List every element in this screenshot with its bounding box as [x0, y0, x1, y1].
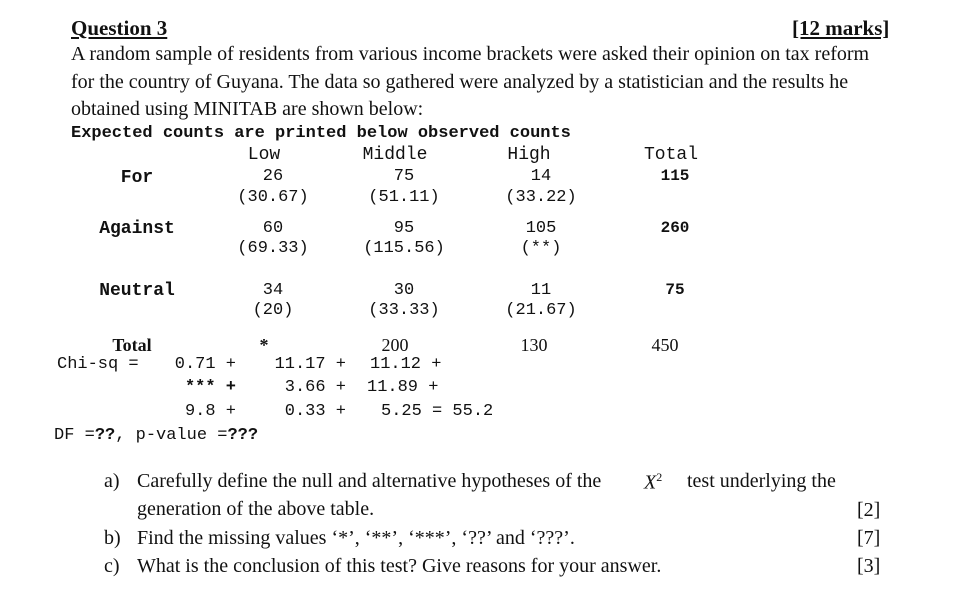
part-c-letter: c): [104, 555, 120, 577]
intro-line-2: for the country of Guyana. The data so gathered were analyzed by a statistician and the results he: [71, 70, 849, 93]
chisq-total: 5.25 = 55.2: [381, 402, 494, 421]
cell-for-low-observed: 26: [262, 167, 284, 186]
row-label-against: Against: [99, 219, 175, 239]
chisq-cell: 0.71 +: [174, 355, 236, 374]
row-label-neutral: Neutral: [99, 281, 175, 301]
total-row-high: 130: [520, 335, 548, 355]
total-row-low: *: [259, 335, 269, 355]
cell-against-middle-observed: 95: [393, 219, 415, 238]
total-row-middle: 200: [381, 335, 409, 355]
cell-against-total: 260: [660, 219, 690, 237]
part-c-text: What is the conclusion of this test? Give reasons for your answer.: [137, 555, 662, 577]
intro-line-1: A random sample of residents from various income brackets were asked their opinion on tax reform: [71, 43, 870, 65]
cell-neutral-total: 75: [665, 281, 685, 299]
cell-against-low-expected: (69.33): [237, 239, 309, 258]
cell-for-middle-observed: 75: [393, 167, 415, 186]
question-title: Question 3: [71, 16, 168, 40]
total-row-label: Total: [112, 335, 152, 355]
cell-against-middle-expected: (115.56): [363, 239, 445, 258]
df-value: ??: [94, 426, 116, 445]
chisq-cell: 9.8 +: [184, 402, 236, 421]
row-label-for: For: [120, 168, 154, 188]
intro-line-3: obtained using MINITAB are shown below:: [71, 98, 424, 120]
col-header-low: Low: [247, 145, 281, 165]
total-row-grand: 450: [651, 335, 679, 355]
cell-neutral-middle-expected: (33.33): [368, 301, 440, 320]
chisq-cell: 11.89 +: [367, 378, 439, 397]
chisq-cell: *** +: [184, 378, 236, 397]
cell-against-low-observed: 60: [262, 219, 284, 238]
part-a-marks: [2]: [857, 499, 881, 521]
part-b-marks: [7]: [857, 527, 881, 549]
pvalue-value: ???: [227, 426, 259, 445]
cell-against-high-observed: 105: [525, 219, 557, 238]
chisq-label: Chi-sq =: [57, 355, 139, 374]
cell-for-middle-expected: (51.11): [368, 188, 440, 207]
cell-against-high-expected: (**): [520, 239, 562, 258]
chisq-cell: 0.33 +: [284, 402, 346, 421]
cell-neutral-low-expected: (20): [252, 301, 294, 320]
cell-neutral-low-observed: 34: [262, 281, 284, 300]
part-c-marks: [3]: [857, 555, 881, 577]
part-a-text-1: Carefully define the null and alternative hypotheses of the: [137, 470, 602, 492]
cell-neutral-high-observed: 11: [530, 281, 552, 300]
cell-neutral-middle-observed: 30: [393, 281, 415, 300]
chisq-cell: 3.66 +: [284, 378, 346, 397]
cell-for-high-observed: 14: [530, 167, 552, 186]
part-a-text-after: test underlying the: [687, 470, 836, 492]
col-header-middle: Middle: [362, 145, 428, 165]
cell-for-high-expected: (33.22): [505, 188, 577, 207]
part-a-text-2: generation of the above table.: [137, 498, 375, 520]
pvalue-prefix: , p-value =: [115, 426, 228, 445]
col-header-total: Total: [643, 145, 699, 165]
cell-for-total: 115: [660, 167, 690, 185]
part-b-letter: b): [104, 527, 121, 549]
question-marks: [12 marks]: [792, 16, 890, 40]
part-a-letter: a): [104, 470, 120, 492]
df-pvalue-line: [54, 426, 258, 445]
chisq-cell: 11.17 +: [274, 355, 346, 374]
cell-for-low-expected: (30.67): [237, 188, 309, 207]
col-header-high: High: [507, 145, 551, 165]
df-prefix: DF =: [54, 426, 95, 445]
chisq-cell: 11.12 +: [370, 355, 442, 374]
part-a-chi-symbol: $X^2$: [644, 470, 663, 494]
cell-neutral-high-expected: (21.67): [505, 301, 577, 320]
part-b-text: Find the missing values ‘*’, ‘**’, ‘***’, ‘??’ and ‘???’.: [137, 527, 575, 549]
expected-counts-note: Expected counts are printed below observed counts: [71, 124, 571, 143]
